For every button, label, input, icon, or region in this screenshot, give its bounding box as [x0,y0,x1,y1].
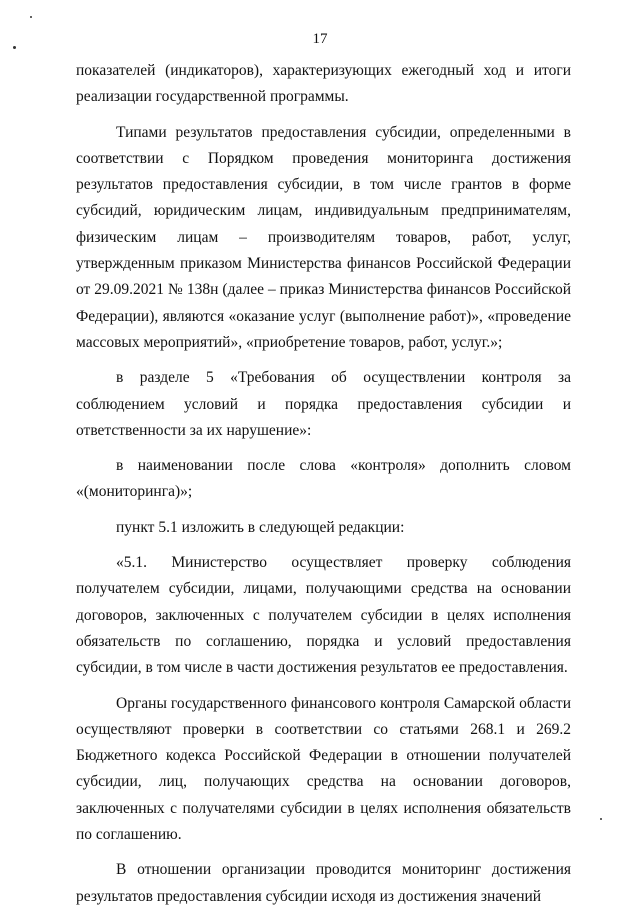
document-body [76,58,571,910]
scan-speck [30,16,32,18]
paragraph-monitoring: В отношении организации проводится мониторинг достижения результатов предоставления субсидии исходя из достижения значений [76,861,571,905]
scan-speck [600,818,602,820]
paragraph-continuation: показателей (индикаторов), характеризующих ежегодный ход и итоги реализации государственной программы. [76,62,571,106]
paragraph-item-5-1: «5.1. Министерство осуществляет проверку соблюдения получателем субсидии, лицами, получающими средства на основании договоров, заключенных с получателем субсидии в целях исполнения обязательств по соглашению, порядка и условий предоставления субсидии, в том числе в части достижения результатов ее предоставления. [76,554,571,677]
paragraph-title-amendment: в наименовании после слова «контроля» дополнить словом «(мониторинга)»; [76,457,571,501]
scan-speck [13,46,16,49]
page-number: 17 [312,31,328,47]
paragraph-section-5: в разделе 5 «Требования об осуществлении контроля за соблюдением условий и порядка предоставления субсидии и ответственности за их нарушение»: [76,369,571,439]
paragraph-result-types: Типами результатов предоставления субсидии, определенными в соответствии с Порядком проведения мониторинга достижения результатов предоставления субсидии, в том числе грантов в форме субсидий, юридическим лицам, индивидуальным предпринимателям, физическим лицам – производителям товаров, работ, услуг, утвержденным приказом Министерства финансов Российской Федерации от 29.09.2021 № 138н (далее – приказ Министерства финансов Российской Федерации), являются «оказание услуг (выполнение работ)», «проведение массовых мероприятий», «приобретение товаров, работ, услуг.»; [76,123,571,351]
paragraph-item-5-1-intro: пункт 5.1 изложить в следующей редакции: [116,518,405,536]
paragraph-financial-control: Органы государственного финансового контроля Самарской области осуществляют проверки в соответствии со статьями 268.1 и 269.2 Бюджетного кодекса Российской Федерации в отношении получателей субсидии, лиц, получающих средства на основании договоров, заключенных с получателями субсидии в целях исполнения обязательств по соглашению. [76,694,571,844]
